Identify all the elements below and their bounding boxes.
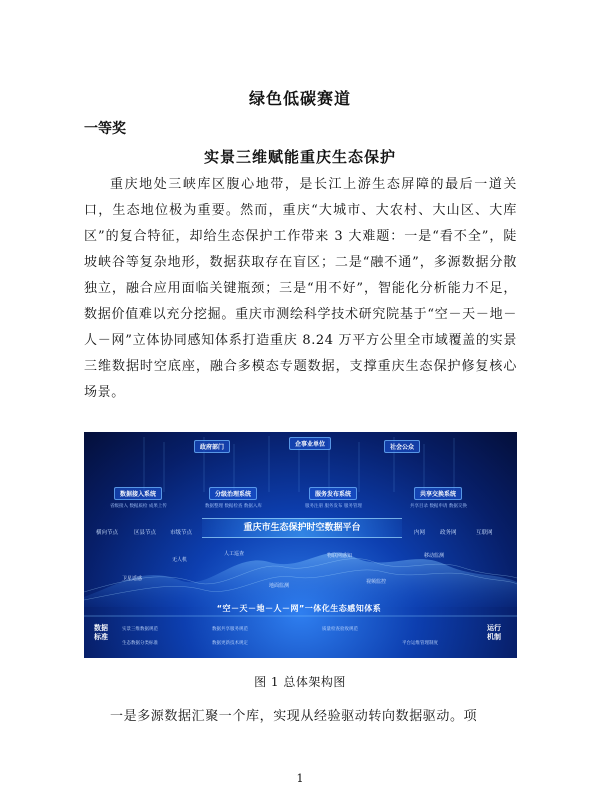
sensor-ground: 地面监测	[269, 583, 290, 589]
standard-row-0: 实景三维数据规范	[122, 627, 158, 632]
system-service-publish: 服务发布系统	[309, 487, 357, 500]
system-tiered-governance: 分级治理系统	[209, 487, 257, 500]
system-data-access: 数据接入系统	[114, 487, 162, 500]
system-sharing-exchange: 共享交换系统	[414, 487, 462, 500]
network-intranet: 内网	[414, 530, 426, 536]
left-node-municipal: 市级节点	[170, 530, 193, 536]
figure-caption: 图 1 总体架构图	[254, 675, 346, 689]
sensor-satellite: 卫星遥感	[122, 576, 143, 582]
network-government: 政务网	[440, 530, 457, 536]
standard-row-5: 平台运维管理制度	[402, 641, 438, 646]
standard-row-4: 质量检查验收规范	[322, 627, 358, 632]
sensor-drone: 无人机	[172, 557, 188, 563]
left-node-district: 区县节点	[134, 530, 157, 536]
standard-row-1: 生态数据分类标准	[122, 641, 158, 646]
architecture-figure	[84, 432, 517, 658]
second-paragraph: 一是多源数据汇聚一个库，实现从经验驱动转向数据驱动。项	[110, 709, 478, 724]
top-node-public: 社会公众	[384, 440, 420, 453]
mechanism-label: 运行机制	[487, 624, 501, 641]
sensor-iot: 物联网感知	[327, 553, 353, 559]
top-node-enterprise: 企事业单位	[289, 437, 331, 450]
intro-paragraph: 重庆地处三峡库区腹心地带，是长江上游生态屏障的最后一道关口，生态地位极为重要。然而，重庆“大城市、大农村、大山区、大库区”的复合特征，却给生态保护工作带来 3 大难题：一是“看不全”，陡坡峡谷等复杂地形，数据获取存在盲区；二是“融不通”，多源数据分散独立，融合应用面临关键瓶颈；三是“用不好”，智能化分析能力不足，数据价值难以充分挖掘。重庆市测绘科学技术研究院基于“空－天－地－人－网”立体协同感知体系打造重庆 8.24 万平方公里全市域覆盖的实景三维数据时空底座，融合多模态专题数据，支撑重庆生态保护修复核心场景。	[84, 177, 517, 400]
platform-banner: 重庆市生态保护时空数据平台	[202, 518, 402, 538]
page-number: 1	[296, 772, 304, 785]
standard-row-2: 数据共享服务规范	[212, 627, 248, 632]
article-title: 实景三维赋能重庆生态保护	[203, 148, 396, 166]
system-sub-0: 省级接入 数据质检 成果上传	[110, 504, 167, 509]
sensing-banner: “空－天－地－人－网”一体化生态感知体系	[216, 604, 382, 613]
system-sub-3: 共享目录 数据申请 数据交换	[410, 504, 467, 509]
section-title: 绿色低碳赛道	[248, 89, 351, 108]
system-sub-2: 服务注册 服务发布 服务管理	[305, 504, 362, 509]
award-heading: 一等奖	[84, 121, 126, 137]
intro-paragraph-block	[84, 172, 517, 406]
standard-row-3: 数据更新技术规定	[212, 641, 248, 646]
sensor-mobile: 移动监测	[424, 553, 445, 559]
standards-label: 数据标准	[94, 624, 108, 641]
sensor-manual-patrol: 人工巡查	[224, 551, 245, 557]
left-node-horizontal: 横向节点	[96, 530, 119, 536]
system-sub-1: 数据整理 数据检查 数据入库	[205, 504, 262, 509]
sensor-video: 视频监控	[366, 579, 387, 585]
top-node-government: 政府部门	[194, 440, 230, 453]
figure-background-graphics	[84, 432, 517, 658]
network-internet: 互联网	[476, 530, 493, 536]
